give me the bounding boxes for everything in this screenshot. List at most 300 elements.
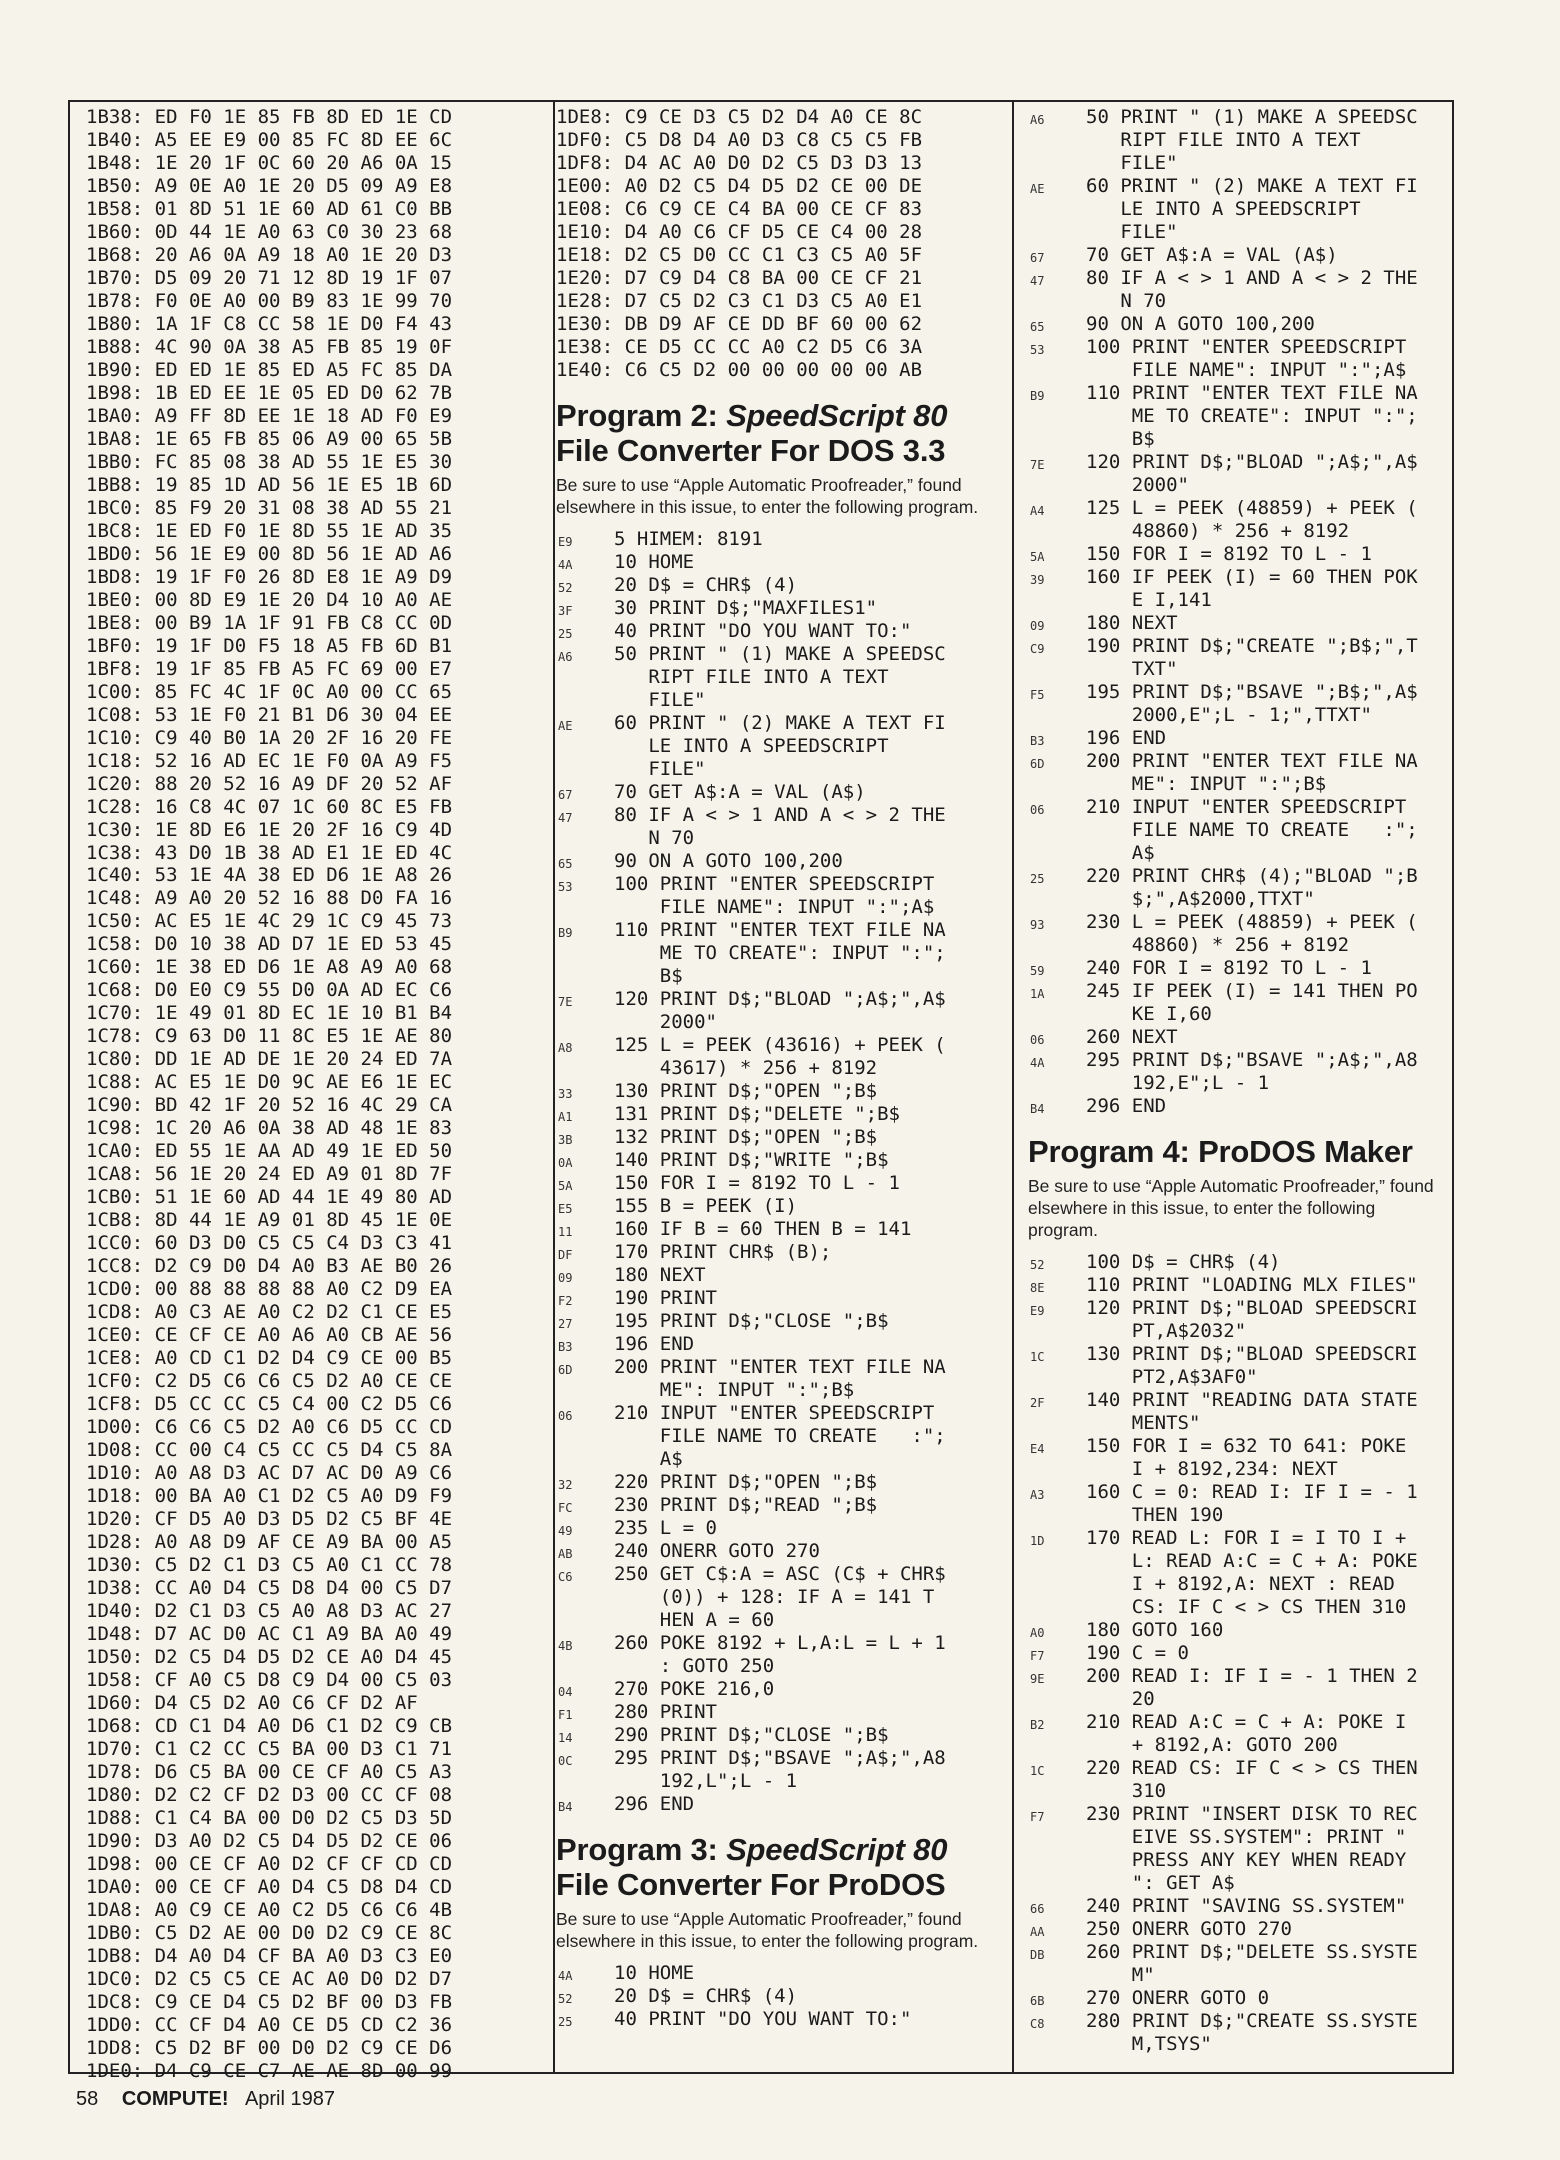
code-text: 10 HOME xyxy=(614,1962,695,1984)
code-line xyxy=(556,850,1000,873)
code-text: 270 ONERR GOTO 0 xyxy=(1086,1987,1270,2009)
hex-dump-column xyxy=(86,106,556,2083)
code-text: 150 FOR I = 8192 TO L - 1 xyxy=(1086,543,1372,565)
hex-row: 1C08: 53 1E F0 21 B1 D6 30 04 EE xyxy=(86,703,453,726)
hex-row: 1CD0: 00 88 88 88 88 A0 C2 D9 EA xyxy=(86,1278,453,1301)
code-text: 160 IF PEEK (I) = 60 THEN POK E I,141 xyxy=(1086,566,1418,611)
checksum: 5A xyxy=(1030,550,1045,564)
code-line xyxy=(1028,1619,1450,1642)
hex-row: 1C40: 53 1E 4A 38 ED D6 1E A8 26 xyxy=(86,864,453,887)
code-line xyxy=(556,1356,1000,1402)
code-text: 210 INPUT "ENTER SPEEDSCRIPT FILE NAME TO CREATE :"; A$ xyxy=(614,1402,946,1470)
code-text: 130 PRINT D$;"BLOAD SPEEDSCRI PT2,A$3AF0" xyxy=(1086,1343,1418,1388)
code-text: 20 D$ = CHR$ (4) xyxy=(614,574,798,596)
checksum: 47 xyxy=(558,811,573,825)
code-text: 10 HOME xyxy=(614,551,695,573)
hex-row: 1B80: 1A 1F C8 CC 58 1E D0 F4 43 xyxy=(86,312,453,335)
code-line xyxy=(1028,865,1450,911)
hex-row: 1D20: CF D5 A0 D3 D5 D2 C5 BF 4E xyxy=(86,1508,453,1531)
checksum: 4A xyxy=(1030,1056,1045,1070)
code-line xyxy=(556,781,1000,804)
hex-row: 1D48: D7 AC D0 AC C1 A9 BA A0 49 xyxy=(86,1622,453,1645)
hex-row: 1E00: A0 D2 C5 D4 D5 D2 CE 00 DE xyxy=(556,175,923,197)
code-line xyxy=(556,1701,1000,1724)
checksum: 06 xyxy=(1030,1033,1045,1047)
code-line xyxy=(1028,1274,1450,1297)
hex-row: 1DB8: D4 A0 D4 CF BA A0 D3 C3 E0 xyxy=(86,1944,453,1967)
code-text: 125 L = PEEK (43616) + PEEK ( 43617) * 256 + 8192 xyxy=(614,1034,946,1079)
hex-row: 1D68: CD C1 D4 A0 D6 C1 D2 C9 CB xyxy=(86,1714,453,1737)
checksum: A6 xyxy=(1030,113,1045,127)
code-text: 200 PRINT "ENTER TEXT FILE NA ME": INPUT ":";B$ xyxy=(1086,750,1418,795)
hex-row: 1CC0: 60 D3 D0 C5 C5 C4 D3 C3 41 xyxy=(86,1232,453,1255)
checksum: 4A xyxy=(558,1969,573,1983)
checksum: E4 xyxy=(1030,1442,1045,1456)
hex-row: 1C60: 1E 38 ED D6 1E A8 A9 A0 68 xyxy=(86,956,453,979)
hex-row: 1BD0: 56 1E E9 00 8D 56 1E AD A6 xyxy=(86,542,453,565)
code-text: 200 PRINT "ENTER TEXT FILE NA ME": INPUT ":";B$ xyxy=(614,1356,946,1401)
code-text: 110 PRINT "ENTER TEXT FILE NA ME TO CREATE": INPUT ":"; B$ xyxy=(1086,382,1418,450)
hex-row: 1D50: D2 C5 D4 D5 D2 CE A0 D4 45 xyxy=(86,1645,453,1668)
hex-row: 1BF0: 19 1F D0 F5 18 A5 FB 6D B1 xyxy=(86,634,453,657)
hex-row: 1CC8: D2 C9 D0 D4 A0 B3 AE B0 26 xyxy=(86,1255,453,1278)
code-line xyxy=(1028,1918,1450,1941)
code-text: 280 PRINT xyxy=(614,1701,717,1723)
checksum: 0C xyxy=(558,1754,573,1768)
code-line xyxy=(1028,1757,1450,1803)
checksum: B3 xyxy=(558,1340,573,1354)
hex-row: 1C30: 1E 8D E6 1E 20 2F 16 C9 4D xyxy=(86,818,453,841)
hex-row: 1E30: DB D9 AF CE DD BF 60 00 62 xyxy=(556,313,923,335)
code-line xyxy=(556,1126,1000,1149)
code-line xyxy=(556,1985,1000,2008)
program2-listing xyxy=(556,528,1000,1816)
code-text: 120 PRINT D$;"BLOAD ";A$;",A$ 2000" xyxy=(1086,451,1418,496)
code-line xyxy=(1028,612,1450,635)
code-line xyxy=(556,2008,1000,2031)
hex-row: 1DA0: 00 CE CF A0 D4 C5 D8 D4 CD xyxy=(86,1875,453,1898)
code-text: 270 POKE 216,0 xyxy=(614,1678,775,1700)
hex-row: 1BD8: 19 1F F0 26 8D E8 1E A9 D9 xyxy=(86,565,453,588)
hex-row: 1DF0: C5 D8 D4 A0 D3 C8 C5 C5 FB xyxy=(556,129,923,151)
code-line xyxy=(556,597,1000,620)
code-line xyxy=(1028,1987,1450,2010)
hex-dump xyxy=(86,106,556,2083)
hex-row: 1E18: D2 C5 D0 CC C1 C3 C5 A0 5F xyxy=(556,244,923,266)
code-text: 40 PRINT "DO YOU WANT TO:" xyxy=(614,620,912,642)
code-text: 260 POKE 8192 + L,A:L = L + 1 : GOTO 250 xyxy=(614,1632,946,1677)
code-text: 125 L = PEEK (48859) + PEEK ( 48860) * 256 + 8192 xyxy=(1086,497,1418,542)
code-line xyxy=(556,919,1000,988)
checksum: 06 xyxy=(1030,803,1045,817)
hex-row: 1B40: A5 EE E9 00 85 FC 8D EE 6C xyxy=(86,128,453,151)
hex-row: 1B90: ED ED 1E 85 ED A5 FC 85 DA xyxy=(86,358,453,381)
code-text: 190 PRINT xyxy=(614,1287,717,1309)
program3-listing-continued xyxy=(1028,106,1450,1118)
code-text: 195 PRINT D$;"BSAVE ";B$;",A$ 2000,E";L - 1;",TTXT" xyxy=(1086,681,1418,726)
code-line xyxy=(1028,727,1450,750)
checksum: AE xyxy=(558,719,573,733)
code-text: 100 PRINT "ENTER SPEEDSCRIPT FILE NAME": INPUT ":";A$ xyxy=(1086,336,1407,381)
code-line xyxy=(1028,681,1450,727)
code-line xyxy=(1028,451,1450,497)
checksum: A8 xyxy=(558,1041,573,1055)
checksum: E9 xyxy=(1030,1304,1045,1318)
hex-row: 1C68: D0 E0 C9 55 D0 0A AD EC C6 xyxy=(86,979,453,1002)
hex-row: 1D00: C6 C6 C5 D2 A0 C6 D5 CC CD xyxy=(86,1416,453,1439)
hex-row: 1E10: D4 A0 C6 CF D5 CE C4 00 28 xyxy=(556,221,923,243)
hex-row: 1B50: A9 0E A0 1E 20 D5 09 A9 E8 xyxy=(86,174,453,197)
hex-row: 1B58: 01 8D 51 1E 60 AD 61 C0 BB xyxy=(86,197,453,220)
checksum: F7 xyxy=(1030,1649,1045,1663)
checksum: 9E xyxy=(1030,1672,1045,1686)
hex-row: 1DC0: D2 C5 C5 CE AC A0 D0 D2 D7 xyxy=(86,1967,453,1990)
checksum: A3 xyxy=(1030,1488,1045,1502)
hex-row: 1D08: CC 00 C4 C5 CC C5 D4 C5 8A xyxy=(86,1439,453,1462)
checksum: DB xyxy=(1030,1948,1045,1962)
checksum: 66 xyxy=(1030,1902,1045,1916)
checksum: 25 xyxy=(1030,872,1045,886)
code-line xyxy=(556,1287,1000,1310)
code-text: 260 NEXT xyxy=(1086,1026,1178,1048)
checksum: 53 xyxy=(1030,343,1045,357)
checksum: B4 xyxy=(1030,1102,1045,1116)
code-text: 245 IF PEEK (I) = 141 THEN PO KE I,60 xyxy=(1086,980,1418,1025)
code-line xyxy=(1028,1435,1450,1481)
program2-note: Be sure to use “Apple Automatic Proofreader,” found elsewhere in this issue, to enter the following program. xyxy=(556,475,979,517)
code-text: 30 PRINT D$;"MAXFILES1" xyxy=(614,597,878,619)
code-text: 240 FOR I = 8192 TO L - 1 xyxy=(1086,957,1372,979)
hex-row: 1C98: 1C 20 A6 0A 38 AD 48 1E 83 xyxy=(86,1117,453,1140)
code-line xyxy=(1028,175,1450,244)
magazine-name: COMPUTE! xyxy=(121,2088,229,2110)
hex-dump-continued xyxy=(556,106,1000,382)
hex-row: 1BC0: 85 F9 20 31 08 38 AD 55 21 xyxy=(86,496,453,519)
checksum: B4 xyxy=(558,1800,573,1814)
hex-row: 1C38: 43 D0 1B 38 AD E1 1E ED 4C xyxy=(86,841,453,864)
code-line xyxy=(556,1724,1000,1747)
middle-column xyxy=(556,106,1000,2031)
hex-row: 1C18: 52 16 AD EC 1E F0 0A A9 F5 xyxy=(86,749,453,772)
code-text: 296 END xyxy=(1086,1095,1167,1117)
code-line xyxy=(1028,1095,1450,1118)
code-text: 200 READ I: IF I = - 1 THEN 2 20 xyxy=(1086,1665,1418,1710)
code-line xyxy=(1028,1343,1450,1389)
hex-row: 1C00: 85 FC 4C 1F 0C A0 00 CC 65 xyxy=(86,680,453,703)
hex-row: 1D38: CC A0 D4 C5 D8 D4 00 C5 D7 xyxy=(86,1577,453,1599)
code-text: 240 ONERR GOTO 270 xyxy=(614,1540,820,1562)
hex-row: 1C90: BD 42 1F 20 52 16 4C 29 CA xyxy=(86,1094,453,1117)
code-text: 196 END xyxy=(1086,727,1167,749)
hex-row: 1C28: 16 C8 4C 07 1C 60 8C E5 FB xyxy=(86,795,453,818)
hex-row: 1DF8: D4 AC A0 D0 D2 C5 D3 D3 13 xyxy=(556,152,923,174)
checksum: 4B xyxy=(558,1639,573,1653)
code-line xyxy=(1028,497,1450,543)
code-text: 196 END xyxy=(614,1333,695,1355)
code-text: 170 READ L: FOR I = I TO I + L: READ A:C = C + A: POKE I + 8192,A: NEXT : READ CS: IF C < > CS THEN 310 xyxy=(1086,1527,1418,1618)
hex-row: 1E28: D7 C5 D2 C3 C1 D3 C5 A0 E1 xyxy=(556,290,923,312)
code-text: 150 FOR I = 8192 TO L - 1 xyxy=(614,1172,900,1194)
code-line xyxy=(1028,1481,1450,1527)
hex-row: 1C88: AC E5 1E D0 9C AE E6 1E EC xyxy=(86,1071,453,1094)
code-line xyxy=(556,643,1000,712)
hex-row: 1B60: 0D 44 1E A0 63 C0 30 23 68 xyxy=(86,220,453,243)
issue-date: April 1987 xyxy=(244,2088,335,2110)
checksum: B3 xyxy=(1030,734,1045,748)
checksum: 14 xyxy=(558,1731,573,1745)
code-line xyxy=(1028,1026,1450,1049)
hex-row: 1C58: D0 10 38 AD D7 1E ED 53 45 xyxy=(86,933,453,956)
code-line xyxy=(556,1563,1000,1632)
code-text: 180 GOTO 160 xyxy=(1086,1619,1224,1641)
code-text: 230 PRINT "INSERT DISK TO REC EIVE SS.SYSTEM": PRINT " PRESS ANY KEY WHEN READY ": GET A$ xyxy=(1086,1803,1418,1894)
hex-row: 1BC8: 1E ED F0 1E 8D 55 1E AD 35 xyxy=(86,519,453,542)
checksum: 25 xyxy=(558,627,573,641)
hex-row: 1D80: D2 C2 CF D2 D3 00 CC CF 08 xyxy=(86,1783,453,1806)
code-text: 132 PRINT D$;"OPEN ";B$ xyxy=(614,1126,878,1148)
checksum: AA xyxy=(1030,1925,1045,1939)
code-line xyxy=(556,804,1000,850)
checksum: 2F xyxy=(1030,1396,1045,1410)
code-line xyxy=(556,1494,1000,1517)
checksum: 53 xyxy=(558,880,573,894)
code-line xyxy=(1028,796,1450,865)
checksum: 3B xyxy=(558,1133,573,1147)
code-line xyxy=(1028,313,1450,336)
code-text: 100 D$ = CHR$ (4) xyxy=(1086,1251,1281,1273)
checksum: 93 xyxy=(1030,918,1045,932)
code-line xyxy=(1028,1389,1450,1435)
checksum: AB xyxy=(558,1547,573,1561)
code-text: 131 PRINT D$;"DELETE ";B$ xyxy=(614,1103,900,1125)
code-line xyxy=(556,1471,1000,1494)
code-text: 230 PRINT D$;"READ ";B$ xyxy=(614,1494,878,1516)
checksum: 1C xyxy=(1030,1764,1045,1778)
code-text: 70 GET A$:A = VAL (A$) xyxy=(1086,244,1338,266)
code-line xyxy=(1028,1941,1450,1987)
checksum: 6D xyxy=(558,1363,573,1377)
checksum: AE xyxy=(1030,182,1045,196)
checksum: E9 xyxy=(558,535,573,549)
checksum: 6B xyxy=(1030,1994,1045,2008)
code-line xyxy=(1028,1803,1450,1895)
hex-row: 1DA8: A0 C9 CE A0 C2 D5 C6 C6 4B xyxy=(86,1898,453,1921)
code-line xyxy=(556,1962,1000,1985)
hex-row: 1D28: A0 A8 D9 AF CE A9 BA 00 A5 xyxy=(86,1531,453,1554)
code-text: 280 PRINT D$;"CREATE SS.SYSTE M,TSYS" xyxy=(1086,2010,1418,2055)
code-line xyxy=(1028,543,1450,566)
code-line xyxy=(556,1034,1000,1080)
hex-row: 1B88: 4C 90 0A 38 A5 FB 85 19 0F xyxy=(86,335,453,358)
code-text: 210 READ A:C = C + A: POKE I + 8192,A: GOTO 200 xyxy=(1086,1711,1407,1756)
checksum: 49 xyxy=(558,1524,573,1538)
hex-row: 1D18: 00 BA A0 C1 D2 C5 A0 D9 F9 xyxy=(86,1485,453,1508)
code-text: 130 PRINT D$;"OPEN ";B$ xyxy=(614,1080,878,1102)
hex-row: 1E40: C6 C5 D2 00 00 00 00 00 AB xyxy=(556,359,923,381)
hex-row: 1DE0: D4 C9 CE C7 AE AE 8D 00 99 xyxy=(86,2059,453,2082)
hex-row: 1E20: D7 C9 D4 C8 BA 00 CE CF 21 xyxy=(556,267,923,289)
code-text: 195 PRINT D$;"CLOSE ";B$ xyxy=(614,1310,889,1332)
checksum: 1D xyxy=(1030,1534,1045,1548)
code-line xyxy=(556,988,1000,1034)
checksum: 65 xyxy=(1030,320,1045,334)
code-line xyxy=(556,1195,1000,1218)
code-text: 250 GET C$:A = ASC (C$ + CHR$ (0)) + 128: IF A = 141 T HEN A = 60 xyxy=(614,1563,946,1631)
hex-row: 1D10: A0 A8 D3 AC D7 AC D0 A9 C6 xyxy=(86,1462,453,1485)
program3-listing-start xyxy=(556,1962,1000,2031)
program2-title: Program 2: SpeedScript 80 File Converter For DOS 3.3 xyxy=(556,398,948,468)
code-line xyxy=(1028,635,1450,681)
checksum: A6 xyxy=(558,650,573,664)
hex-row: 1CB0: 51 1E 60 AD 44 1E 49 80 AD xyxy=(86,1186,453,1209)
hex-row: 1B38: ED F0 1E 85 FB 8D ED 1E CD xyxy=(86,106,453,128)
hex-row: 1BE0: 00 8D E9 1E 20 D4 10 A0 AE xyxy=(86,588,453,611)
code-text: 120 PRINT D$;"BLOAD ";A$;",A$ 2000" xyxy=(614,988,946,1033)
hex-row: 1B78: F0 0E A0 00 B9 83 1E 99 70 xyxy=(86,289,453,312)
checksum: 67 xyxy=(558,788,573,802)
checksum: B9 xyxy=(1030,389,1045,403)
code-line xyxy=(1028,244,1450,267)
program4-note: Be sure to use “Apple Automatic Proofreader,” found elsewhere in this issue, to enter the following program. xyxy=(1028,1176,1434,1240)
checksum: 59 xyxy=(1030,964,1045,978)
checksum: 52 xyxy=(1030,1258,1045,1272)
code-text: 90 ON A GOTO 100,200 xyxy=(1086,313,1315,335)
checksum: 7E xyxy=(1030,458,1045,472)
code-text: 160 C = 0: READ I: IF I = - 1 THEN 190 xyxy=(1086,1481,1418,1526)
code-text: 220 PRINT D$;"OPEN ";B$ xyxy=(614,1471,878,1493)
code-line xyxy=(556,574,1000,597)
checksum: 47 xyxy=(1030,274,1045,288)
code-line xyxy=(556,1264,1000,1287)
right-column xyxy=(1028,106,1450,2056)
code-text: 80 IF A < > 1 AND A < > 2 THE N 70 xyxy=(1086,267,1418,312)
hex-row: 1CA0: ED 55 1E AA AD 49 1E ED 50 xyxy=(86,1140,453,1163)
code-text: 235 L = 0 xyxy=(614,1517,717,1539)
checksum: 09 xyxy=(1030,619,1045,633)
code-text: 250 ONERR GOTO 270 xyxy=(1086,1918,1292,1940)
checksum: A4 xyxy=(1030,504,1045,518)
checksum: A1 xyxy=(558,1110,573,1124)
code-text: 60 PRINT " (2) MAKE A TEXT FI LE INTO A SPEEDSCRIPT FILE" xyxy=(614,712,946,780)
hex-row: 1D98: 00 CE CF A0 D2 CF CF CD CD xyxy=(86,1852,453,1875)
code-text: 295 PRINT D$;"BSAVE ";A$;",A8 192,E";L - 1 xyxy=(1086,1049,1418,1094)
code-line xyxy=(556,1793,1000,1816)
checksum: F5 xyxy=(1030,688,1045,702)
hex-row: 1D78: D6 C5 BA 00 CE CF A0 C5 A3 xyxy=(86,1760,453,1783)
hex-row: 1BA0: A9 FF 8D EE 1E 18 AD F0 E9 xyxy=(86,404,453,427)
checksum: 52 xyxy=(558,581,573,595)
checksum: 09 xyxy=(558,1271,573,1285)
hex-row: 1D60: D4 C5 D2 A0 C6 CF D2 AF xyxy=(86,1691,418,1714)
code-text: 220 READ CS: IF C < > CS THEN 310 xyxy=(1086,1757,1418,1802)
code-line xyxy=(1028,1642,1450,1665)
code-line xyxy=(1028,750,1450,796)
code-text: 210 INPUT "ENTER SPEEDSCRIPT FILE NAME TO CREATE :"; A$ xyxy=(1086,796,1418,864)
code-text: 230 L = PEEK (48859) + PEEK ( 48860) * 256 + 8192 xyxy=(1086,911,1418,956)
code-text: 160 IF B = 60 THEN B = 141 xyxy=(614,1218,912,1240)
checksum: 25 xyxy=(558,2015,573,2029)
checksum: C8 xyxy=(1030,2017,1045,2031)
code-line xyxy=(1028,1711,1450,1757)
code-line xyxy=(556,1540,1000,1563)
code-text: 120 PRINT D$;"BLOAD SPEEDSCRI PT,A$2032" xyxy=(1086,1297,1418,1342)
code-text: 20 D$ = CHR$ (4) xyxy=(614,1985,798,2007)
code-line xyxy=(1028,106,1450,175)
code-line xyxy=(556,873,1000,919)
hex-row: 1B98: 1B ED EE 1E 05 ED D0 62 7B xyxy=(86,381,453,404)
program3-note: Be sure to use “Apple Automatic Proofreader,” found elsewhere in this issue, to enter the following program. xyxy=(556,1909,979,1951)
hex-row: 1C80: DD 1E AD DE 1E 20 24 ED 7A xyxy=(86,1048,453,1071)
hex-row: 1C78: C9 63 D0 11 8C E5 1E AE 80 xyxy=(86,1025,453,1048)
code-line xyxy=(556,1333,1000,1356)
checksum: FC xyxy=(558,1501,573,1515)
code-line xyxy=(1028,566,1450,612)
code-text: 90 ON A GOTO 100,200 xyxy=(614,850,843,872)
hex-row: 1B68: 20 A6 0A A9 18 A0 1E 20 D3 xyxy=(86,243,453,266)
code-line xyxy=(556,1241,1000,1264)
hex-row: 1DE8: C9 CE D3 C5 D2 D4 A0 CE 8C xyxy=(556,106,923,128)
code-line xyxy=(556,1632,1000,1678)
code-line xyxy=(556,1080,1000,1103)
checksum: C6 xyxy=(558,1570,573,1584)
hex-row: 1CE8: A0 CD C1 D2 D4 C9 CE 00 B5 xyxy=(86,1347,453,1370)
code-line xyxy=(556,1310,1000,1333)
hex-row: 1B70: D5 09 20 71 12 8D 19 1F 07 xyxy=(86,266,453,289)
code-text: 190 C = 0 xyxy=(1086,1642,1189,1664)
hex-row: 1D90: D3 A0 D2 C5 D4 D5 D2 CE 06 xyxy=(86,1829,453,1852)
code-line xyxy=(556,1218,1000,1241)
code-text: 140 PRINT "READING DATA STATE MENTS" xyxy=(1086,1389,1418,1434)
hex-row: 1E08: C6 C9 CE C4 BA 00 CE CF 83 xyxy=(556,198,923,220)
checksum: 04 xyxy=(558,1685,573,1699)
code-text: 70 GET A$:A = VAL (A$) xyxy=(614,781,866,803)
checksum: 1C xyxy=(1030,1350,1045,1364)
code-text: 260 PRINT D$;"DELETE SS.SYSTE M" xyxy=(1086,1941,1418,1986)
checksum: 65 xyxy=(558,857,573,871)
checksum: 1A xyxy=(1030,987,1045,1001)
checksum: 5A xyxy=(558,1179,573,1193)
code-text: 110 PRINT "ENTER TEXT FILE NA ME TO CREATE": INPUT ":"; B$ xyxy=(614,919,946,987)
code-line xyxy=(1028,1527,1450,1619)
hex-row: 1CB8: 8D 44 1E A9 01 8D 45 1E 0E xyxy=(86,1209,453,1232)
code-line xyxy=(1028,1297,1450,1343)
code-text: 150 FOR I = 632 TO 641: POKE I + 8192,234: NEXT xyxy=(1086,1435,1407,1480)
code-line xyxy=(1028,1049,1450,1095)
checksum: 06 xyxy=(558,1409,573,1423)
code-line xyxy=(556,1402,1000,1471)
code-line xyxy=(1028,336,1450,382)
hex-row: 1BE8: 00 B9 1A 1F 91 FB C8 CC 0D xyxy=(86,611,453,634)
code-line xyxy=(556,551,1000,574)
hex-row: 1C70: 1E 49 01 8D EC 1E 10 B1 B4 xyxy=(86,1002,453,1025)
checksum: DF xyxy=(558,1248,573,1262)
code-text: 50 PRINT " (1) MAKE A SPEEDSC RIPT FILE INTO A TEXT FILE" xyxy=(614,643,946,711)
code-line xyxy=(556,620,1000,643)
hex-row: 1BF8: 19 1F 85 FB A5 FC 69 00 E7 xyxy=(86,657,453,680)
hex-row: 1C20: 88 20 52 16 A9 DF 20 52 AF xyxy=(86,772,453,795)
code-text: 100 PRINT "ENTER SPEEDSCRIPT FILE NAME": INPUT ":";A$ xyxy=(614,873,935,918)
code-text: 190 PRINT D$;"CREATE ";B$;",T TXT" xyxy=(1086,635,1418,680)
code-text: 5 HIMEM: 8191 xyxy=(614,528,763,550)
hex-row: 1B48: 1E 20 1F 0C 60 20 A6 0A 15 xyxy=(86,151,453,174)
code-line xyxy=(1028,957,1450,980)
checksum: B2 xyxy=(1030,1718,1045,1732)
hex-row: 1BB0: FC 85 08 38 AD 55 1E E5 30 xyxy=(86,450,453,473)
program3-title: Program 3: SpeedScript 80 File Converter For ProDOS xyxy=(556,1832,948,1902)
code-text: 110 PRINT "LOADING MLX FILES" xyxy=(1086,1274,1418,1296)
checksum: C9 xyxy=(1030,642,1045,656)
hex-row: 1BA8: 1E 65 FB 85 06 A9 00 65 5B xyxy=(86,427,453,450)
